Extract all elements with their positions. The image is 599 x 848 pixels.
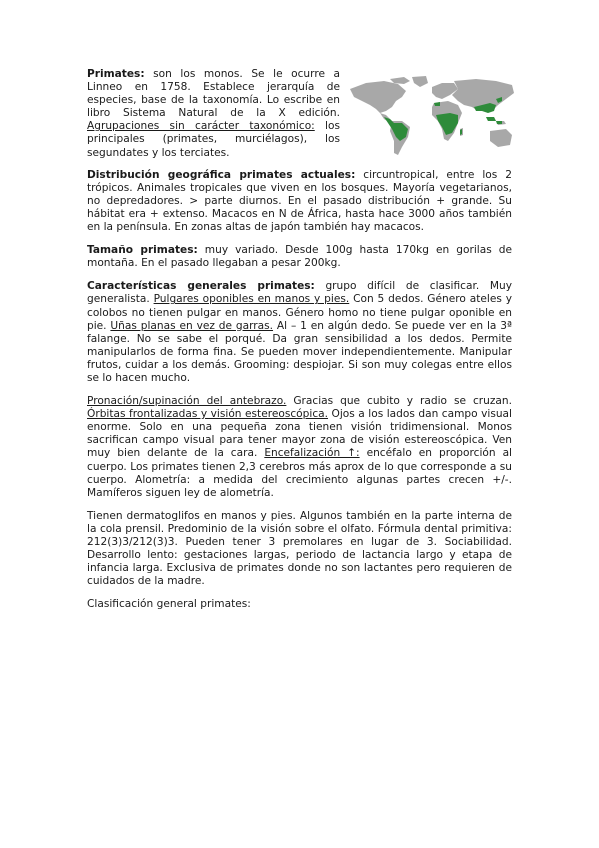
term-caracteristicas: Características generales primates: — [87, 280, 315, 293]
underlined-phrase: Uñas planas en vez de garras. — [110, 319, 274, 332]
term-primates: Primates: — [87, 68, 145, 80]
world-distribution-map — [346, 75, 516, 157]
text: encéfalo en proporción al cuerpo. Los primates tienen 2,3 cerebros más aprox de lo que corresponde a su cuerpo. Alometría: a medida del crecimiento algunas partes crecen +/-. Mamíferos siguen ley de alometría. — [87, 447, 513, 499]
text: Gracias que cubito y radio se cruzan. — [286, 395, 512, 408]
text: grupo difícil de clasificar. Muy generalista. — [87, 280, 512, 306]
paragraph-caracteristicas — [87, 280, 512, 385]
underlined-phrase: Agrupaciones sin carácter taxonómico: — [87, 120, 315, 133]
underlined-phrase: Pronación/supinación del antebrazo. — [87, 395, 287, 408]
underlined-phrase: Órbitas frontalizadas y visión estereoscópica. — [87, 408, 329, 421]
term-distribucion: Distribución geográfica primates actuales: — [87, 168, 356, 181]
world-map-image — [346, 75, 516, 157]
term-tamano: Tamaño primates: — [87, 244, 198, 257]
paragraph-dermatoglifos — [87, 510, 512, 589]
text: Ojos a los lados dan campo visual enorme. Solo en una pequeña zona tienen visión tridimensional. Monos sacrifican campo visual para tener mayor zona de visión estereoscópica. Ven muy bien delante de la cara. — [87, 408, 512, 460]
paragraph-tamano — [87, 244, 512, 270]
text: Clasificación general primates: — [87, 598, 251, 611]
text: circuntropical, entre los 2 trópicos. Animales tropicales que viven en los bosques. Mayoría vegetarianos, no depredadores. > parte diurnos. En el pasado distribución + grande. Su hábitat era + extenso. Macacos en N de África, hasta hace 3000 años también en la península. En zonas altas de japón también hay macacos. — [87, 168, 512, 234]
paragraph-distribucion — [87, 169, 512, 234]
paragraph-clasificacion — [87, 598, 512, 611]
underlined-phrase: Pulgares oponibles en manos y pies. — [153, 293, 350, 306]
text: son los monos. Se le ocurre a Linneo en 1758. Establece jerarquía de especies, base de la taxonomía. Lo escribe en libro Sistema Natural de la X edición. — [87, 68, 340, 120]
text: muy variado. Desde 100g hasta 170kg en gorilas de montaña. En el pasado llegaban a pesar 200kg. — [87, 244, 512, 270]
text: Tienen dermatoglifos en manos y pies. Algunos también en la parte interna de la cola prensil. Predominio de la visión sobre el olfato. Fórmula dental primitiva: 212(3)3/212(3)3. Pueden tener 3 premolares en lugar de 3. Sociabilidad. Desarrollo lento: gestaciones largas, periodo de lactancia largo y etapa de infancia larga. Exclusiva de primates donde no son lactantes pero requieren de cuidados de la madre. — [87, 509, 512, 588]
text: los principales (primates, murciélagos), los segundates y los terciates. — [87, 120, 340, 159]
text: Con 5 dedos. Género ateles y colobos no tienen pulgar en manos. Género homo no tiene pulgar oponible en pie. — [87, 293, 512, 332]
paragraph-pronacion — [87, 395, 512, 500]
underlined-phrase: Encefalización ↑: — [264, 447, 360, 460]
text: Al – 1 en algún dedo. Se puede ver en la 3ª falange. No se sabe el porqué. Da gran sensibilidad a los dedos. Permite manipularlos de forma fina. Se pueden mover independientemente. Manipular frutos, cuidar a los demás. Grooming: despiojar. Si son muy colegas entre ellos se lo hacen mucho. — [87, 319, 512, 384]
